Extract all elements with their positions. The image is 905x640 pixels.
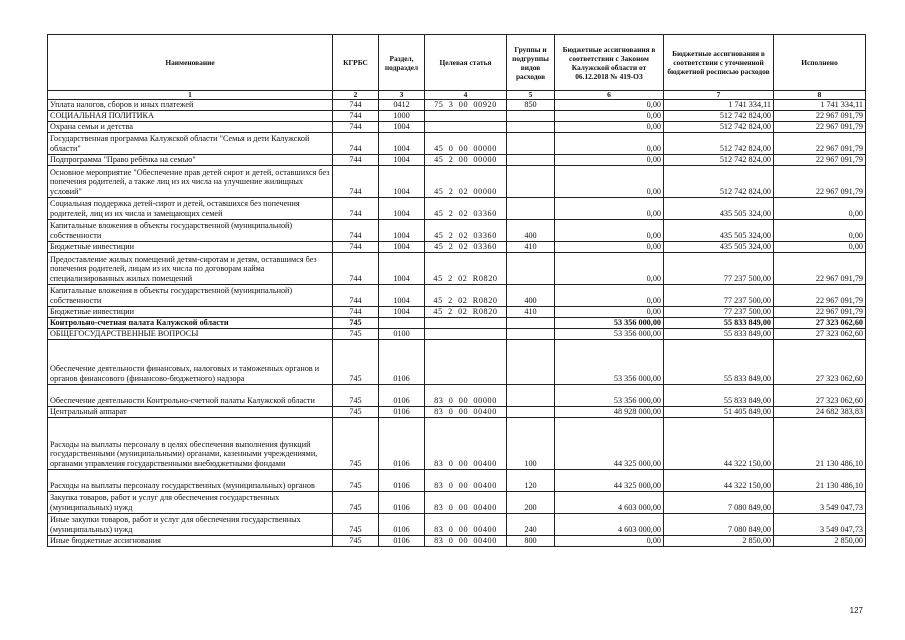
row-group-cell: 800 bbox=[507, 535, 555, 546]
row-executed-cell: 22 967 091,79 bbox=[774, 165, 866, 197]
row-group-cell: 100 bbox=[507, 417, 555, 469]
row-kgrbs-cell: 745 bbox=[333, 417, 379, 469]
row-group-cell: 410 bbox=[507, 306, 555, 317]
row-section-cell: 1004 bbox=[379, 121, 425, 132]
row-executed-cell: 0,00 bbox=[774, 219, 866, 241]
header-name: Наименование bbox=[48, 35, 333, 91]
row-group-cell bbox=[507, 339, 555, 384]
row-target-cell: 45 2 00 00000 bbox=[425, 154, 507, 165]
table-row bbox=[48, 417, 866, 469]
row-refined-cell: 77 237 500,00 bbox=[664, 306, 774, 317]
row-target-cell: 83 0 00 00400 bbox=[425, 491, 507, 513]
row-kgrbs-cell: 745 bbox=[333, 535, 379, 546]
row-target-cell bbox=[425, 339, 507, 384]
table-row bbox=[48, 284, 866, 306]
col-number: 6 bbox=[555, 91, 664, 100]
row-name-cell: Социальная поддержка детей-сирот и детей, оставшихся без попечения родителей, лиц из их числа и замещающих семей bbox=[48, 197, 333, 219]
row-refined-cell: 55 833 849,00 bbox=[664, 384, 774, 406]
row-executed-cell: 27 323 062,60 bbox=[774, 339, 866, 384]
row-law-cell: 0,00 bbox=[555, 252, 664, 284]
row-target-cell: 45 2 02 00000 bbox=[425, 165, 507, 197]
row-section-cell: 0106 bbox=[379, 384, 425, 406]
table-row bbox=[48, 165, 866, 197]
table-row bbox=[48, 513, 866, 535]
row-group-cell: 200 bbox=[507, 491, 555, 513]
row-name-cell: Расходы на выплаты персоналу государственных (муниципальных) органов bbox=[48, 469, 333, 491]
row-refined-cell: 77 237 500,00 bbox=[664, 252, 774, 284]
budget-table-sheet bbox=[47, 34, 865, 547]
row-kgrbs-cell: 745 bbox=[333, 513, 379, 535]
row-executed-cell: 22 967 091,79 bbox=[774, 132, 866, 154]
row-kgrbs-cell: 744 bbox=[333, 165, 379, 197]
row-refined-cell: 512 742 824,00 bbox=[664, 121, 774, 132]
row-refined-cell: 44 322 150,00 bbox=[664, 417, 774, 469]
row-group-cell bbox=[507, 197, 555, 219]
col-number: 8 bbox=[774, 91, 866, 100]
row-name-cell: Бюджетные инвестиции bbox=[48, 241, 333, 252]
row-name-cell: Предоставление жилых помещений детям-сиротам и детям, оставшимся без попечения родителей, лицам из их числа по договорам найма специализированных жилых помещений bbox=[48, 252, 333, 284]
row-name-cell: Охрана семьи и детства bbox=[48, 121, 333, 132]
row-name-cell: Иные закупки товаров, работ и услуг для обеспечения государственных (муниципальных) нужд bbox=[48, 513, 333, 535]
row-section-cell: 0106 bbox=[379, 339, 425, 384]
table-row bbox=[48, 306, 866, 317]
table-row bbox=[48, 328, 866, 339]
table-row bbox=[48, 100, 866, 111]
row-group-cell: 400 bbox=[507, 219, 555, 241]
row-law-cell: 0,00 bbox=[555, 241, 664, 252]
row-name-cell: ОБЩЕГОСУДАРСТВЕННЫЕ ВОПРОСЫ bbox=[48, 328, 333, 339]
row-kgrbs-cell: 745 bbox=[333, 469, 379, 491]
row-group-cell: 850 bbox=[507, 100, 555, 111]
row-law-cell: 53 356 000,00 bbox=[555, 384, 664, 406]
row-target-cell: 45 2 02 03360 bbox=[425, 197, 507, 219]
row-section-cell: 0100 bbox=[379, 328, 425, 339]
row-name-cell: Подпрограмма "Право ребёнка на семью" bbox=[48, 154, 333, 165]
row-target-cell: 75 3 00 00920 bbox=[425, 100, 507, 111]
row-law-cell: 0,00 bbox=[555, 306, 664, 317]
table-row bbox=[48, 535, 866, 546]
row-executed-cell: 22 967 091,79 bbox=[774, 154, 866, 165]
row-refined-cell: 512 742 824,00 bbox=[664, 154, 774, 165]
row-name-cell: Обеспечение деятельности Контрольно-счетной палаты Калужской области bbox=[48, 384, 333, 406]
row-executed-cell: 0,00 bbox=[774, 241, 866, 252]
row-group-cell bbox=[507, 132, 555, 154]
row-target-cell bbox=[425, 121, 507, 132]
col-number: 5 bbox=[507, 91, 555, 100]
row-kgrbs-cell: 744 bbox=[333, 241, 379, 252]
row-kgrbs-cell: 744 bbox=[333, 110, 379, 121]
row-kgrbs-cell: 744 bbox=[333, 132, 379, 154]
row-refined-cell: 51 405 849,00 bbox=[664, 406, 774, 417]
row-name-cell: Бюджетные инвестиции bbox=[48, 306, 333, 317]
row-law-cell: 53 356 000,00 bbox=[555, 339, 664, 384]
row-group-cell bbox=[507, 317, 555, 328]
row-target-cell: 45 0 00 00000 bbox=[425, 132, 507, 154]
table-row bbox=[48, 241, 866, 252]
row-law-cell: 0,00 bbox=[555, 110, 664, 121]
row-executed-cell: 22 967 091,79 bbox=[774, 284, 866, 306]
row-section-cell: 1004 bbox=[379, 306, 425, 317]
row-executed-cell: 27 323 062,60 bbox=[774, 328, 866, 339]
header-groups: Группы и подгруппы видов расходов bbox=[507, 35, 555, 91]
row-law-cell: 48 928 000,00 bbox=[555, 406, 664, 417]
row-law-cell: 0,00 bbox=[555, 535, 664, 546]
row-name-cell: Закупка товаров, работ и услуг для обеспечения государственных (муниципальных) нужд bbox=[48, 491, 333, 513]
row-section-cell: 0106 bbox=[379, 469, 425, 491]
row-kgrbs-cell: 745 bbox=[333, 491, 379, 513]
row-executed-cell: 0,00 bbox=[774, 197, 866, 219]
row-section-cell: 0106 bbox=[379, 535, 425, 546]
row-section-cell: 1004 bbox=[379, 197, 425, 219]
table-row bbox=[48, 252, 866, 284]
row-target-cell: 83 0 00 00400 bbox=[425, 469, 507, 491]
col-number: 7 bbox=[664, 91, 774, 100]
row-section-cell: 1004 bbox=[379, 219, 425, 241]
col-number: 1 bbox=[48, 91, 333, 100]
table-body bbox=[48, 100, 866, 547]
row-law-cell: 44 325 000,00 bbox=[555, 469, 664, 491]
row-executed-cell: 21 130 486,10 bbox=[774, 417, 866, 469]
row-kgrbs-cell: 744 bbox=[333, 197, 379, 219]
row-refined-cell: 512 742 824,00 bbox=[664, 110, 774, 121]
row-refined-cell: 77 237 500,00 bbox=[664, 284, 774, 306]
row-section-cell: 0106 bbox=[379, 491, 425, 513]
row-law-cell: 0,00 bbox=[555, 121, 664, 132]
table-row bbox=[48, 384, 866, 406]
row-refined-cell: 512 742 824,00 bbox=[664, 132, 774, 154]
table-row bbox=[48, 491, 866, 513]
row-group-cell bbox=[507, 252, 555, 284]
row-name-cell: Центральный аппарат bbox=[48, 406, 333, 417]
row-group-cell bbox=[507, 121, 555, 132]
row-target-cell: 83 0 00 00400 bbox=[425, 535, 507, 546]
row-refined-cell: 44 322 150,00 bbox=[664, 469, 774, 491]
table-row bbox=[48, 197, 866, 219]
row-refined-cell: 435 505 324,00 bbox=[664, 219, 774, 241]
row-group-cell: 410 bbox=[507, 241, 555, 252]
row-target-cell: 45 2 02 03360 bbox=[425, 241, 507, 252]
row-group-cell bbox=[507, 165, 555, 197]
header-refined: Бюджетные ассигнования в соответствии с уточненной бюджетной росписью расходов bbox=[664, 35, 774, 91]
row-executed-cell: 27 323 062,60 bbox=[774, 317, 866, 328]
row-refined-cell: 1 741 334,11 bbox=[664, 100, 774, 111]
row-refined-cell: 435 505 324,00 bbox=[664, 197, 774, 219]
page-number: 127 bbox=[849, 606, 863, 615]
row-section-cell: 0106 bbox=[379, 406, 425, 417]
row-section-cell: 1004 bbox=[379, 241, 425, 252]
row-law-cell: 4 603 000,00 bbox=[555, 491, 664, 513]
table-row bbox=[48, 317, 866, 328]
row-executed-cell: 2 850,00 bbox=[774, 535, 866, 546]
row-target-cell: 45 2 02 R0820 bbox=[425, 252, 507, 284]
row-kgrbs-cell: 744 bbox=[333, 284, 379, 306]
row-group-cell bbox=[507, 406, 555, 417]
row-law-cell: 0,00 bbox=[555, 219, 664, 241]
row-executed-cell: 1 741 334,11 bbox=[774, 100, 866, 111]
row-target-cell: 45 2 02 03360 bbox=[425, 219, 507, 241]
row-law-cell: 53 356 000,00 bbox=[555, 317, 664, 328]
table-row bbox=[48, 132, 866, 154]
row-kgrbs-cell: 745 bbox=[333, 339, 379, 384]
row-target-cell bbox=[425, 110, 507, 121]
col-number: 3 bbox=[379, 91, 425, 100]
row-refined-cell: 512 742 824,00 bbox=[664, 165, 774, 197]
row-executed-cell: 22 967 091,79 bbox=[774, 121, 866, 132]
header-law: Бюджетные ассигнования в соответствии с Законом Калужской области от 06.12.2018 № 419-ОЗ bbox=[555, 35, 664, 91]
row-name-cell: Уплата налогов, сборов и иных платежей bbox=[48, 100, 333, 111]
row-refined-cell: 55 833 849,00 bbox=[664, 328, 774, 339]
row-target-cell: 83 0 00 00400 bbox=[425, 417, 507, 469]
row-law-cell: 53 356 000,00 bbox=[555, 328, 664, 339]
row-executed-cell: 21 130 486,10 bbox=[774, 469, 866, 491]
row-name-cell: Обеспечение деятельности финансовых, налоговых и таможенных органов и органов финансового (финансово-бюджетного) надзора bbox=[48, 339, 333, 384]
table-row bbox=[48, 339, 866, 384]
row-law-cell: 4 603 000,00 bbox=[555, 513, 664, 535]
row-executed-cell: 22 967 091,79 bbox=[774, 252, 866, 284]
row-refined-cell: 55 833 849,00 bbox=[664, 317, 774, 328]
header-target: Целевая статья bbox=[425, 35, 507, 91]
row-name-cell: Контрольно-счетная палата Калужской области bbox=[48, 317, 333, 328]
row-target-cell bbox=[425, 328, 507, 339]
row-kgrbs-cell: 745 bbox=[333, 328, 379, 339]
budget-table bbox=[47, 34, 866, 547]
header-executed: Исполнено bbox=[774, 35, 866, 91]
row-refined-cell: 55 833 849,00 bbox=[664, 339, 774, 384]
column-number-row bbox=[48, 91, 866, 100]
table-row bbox=[48, 406, 866, 417]
row-group-cell bbox=[507, 328, 555, 339]
row-section-cell: 0106 bbox=[379, 513, 425, 535]
table-row bbox=[48, 469, 866, 491]
row-section-cell: 1004 bbox=[379, 165, 425, 197]
row-kgrbs-cell: 744 bbox=[333, 252, 379, 284]
row-kgrbs-cell: 744 bbox=[333, 306, 379, 317]
row-law-cell: 0,00 bbox=[555, 284, 664, 306]
row-group-cell: 400 bbox=[507, 284, 555, 306]
row-group-cell: 240 bbox=[507, 513, 555, 535]
row-name-cell: Государственная программа Калужской области "Семья и дети Калужской области" bbox=[48, 132, 333, 154]
row-target-cell: 45 2 02 R0820 bbox=[425, 306, 507, 317]
row-section-cell: 1004 bbox=[379, 154, 425, 165]
row-law-cell: 0,00 bbox=[555, 132, 664, 154]
row-kgrbs-cell: 744 bbox=[333, 100, 379, 111]
row-law-cell: 0,00 bbox=[555, 165, 664, 197]
row-law-cell: 0,00 bbox=[555, 100, 664, 111]
row-name-cell: СОЦИАЛЬНАЯ ПОЛИТИКА bbox=[48, 110, 333, 121]
row-target-cell bbox=[425, 317, 507, 328]
row-group-cell bbox=[507, 384, 555, 406]
row-refined-cell: 435 505 324,00 bbox=[664, 241, 774, 252]
col-number: 4 bbox=[425, 91, 507, 100]
table-row bbox=[48, 219, 866, 241]
row-section-cell bbox=[379, 317, 425, 328]
row-target-cell: 45 2 02 R0820 bbox=[425, 284, 507, 306]
row-kgrbs-cell: 745 bbox=[333, 384, 379, 406]
header-kgrbs: КГРБС bbox=[333, 35, 379, 91]
header-section: Раздел, подраздел bbox=[379, 35, 425, 91]
row-name-cell: Капитальные вложения в объекты государственной (муниципальной) собственности bbox=[48, 284, 333, 306]
row-executed-cell: 3 549 047,73 bbox=[774, 491, 866, 513]
row-name-cell: Основное мероприятие "Обеспечение прав детей сирот и детей, оставшихся без попечения родителей, а также лиц из их числа на улучшение жилищных условий" bbox=[48, 165, 333, 197]
row-kgrbs-cell: 744 bbox=[333, 154, 379, 165]
row-name-cell: Расходы на выплаты персоналу в целях обеспечения выполнения функций государственными (муниципальными) органами, казенными учреждениями, органами управления государственными внебюджетными фондами bbox=[48, 417, 333, 469]
row-section-cell: 1000 bbox=[379, 110, 425, 121]
row-target-cell: 83 0 00 00400 bbox=[425, 406, 507, 417]
row-section-cell: 0106 bbox=[379, 417, 425, 469]
row-executed-cell: 22 967 091,79 bbox=[774, 110, 866, 121]
row-kgrbs-cell: 745 bbox=[333, 317, 379, 328]
table-row bbox=[48, 154, 866, 165]
col-number: 2 bbox=[333, 91, 379, 100]
row-law-cell: 44 325 000,00 bbox=[555, 417, 664, 469]
row-executed-cell: 3 549 047,73 bbox=[774, 513, 866, 535]
row-group-cell bbox=[507, 110, 555, 121]
table-row bbox=[48, 121, 866, 132]
row-section-cell: 1004 bbox=[379, 252, 425, 284]
row-law-cell: 0,00 bbox=[555, 154, 664, 165]
table-row bbox=[48, 110, 866, 121]
row-refined-cell: 7 080 849,00 bbox=[664, 491, 774, 513]
table-header-row bbox=[48, 35, 866, 91]
row-kgrbs-cell: 744 bbox=[333, 121, 379, 132]
row-executed-cell: 22 967 091,79 bbox=[774, 306, 866, 317]
row-target-cell: 83 0 00 00000 bbox=[425, 384, 507, 406]
row-refined-cell: 7 080 849,00 bbox=[664, 513, 774, 535]
row-section-cell: 1004 bbox=[379, 284, 425, 306]
row-name-cell: Иные бюджетные ассигнования bbox=[48, 535, 333, 546]
row-executed-cell: 27 323 062,60 bbox=[774, 384, 866, 406]
row-section-cell: 1004 bbox=[379, 132, 425, 154]
row-section-cell: 0412 bbox=[379, 100, 425, 111]
row-target-cell: 83 0 00 00400 bbox=[425, 513, 507, 535]
row-kgrbs-cell: 744 bbox=[333, 219, 379, 241]
row-kgrbs-cell: 745 bbox=[333, 406, 379, 417]
row-refined-cell: 2 850,00 bbox=[664, 535, 774, 546]
row-executed-cell: 24 682 383,83 bbox=[774, 406, 866, 417]
row-group-cell: 120 bbox=[507, 469, 555, 491]
row-name-cell: Капитальные вложения в объекты государственной (муниципальной) собственности bbox=[48, 219, 333, 241]
row-law-cell: 0,00 bbox=[555, 197, 664, 219]
row-group-cell bbox=[507, 154, 555, 165]
